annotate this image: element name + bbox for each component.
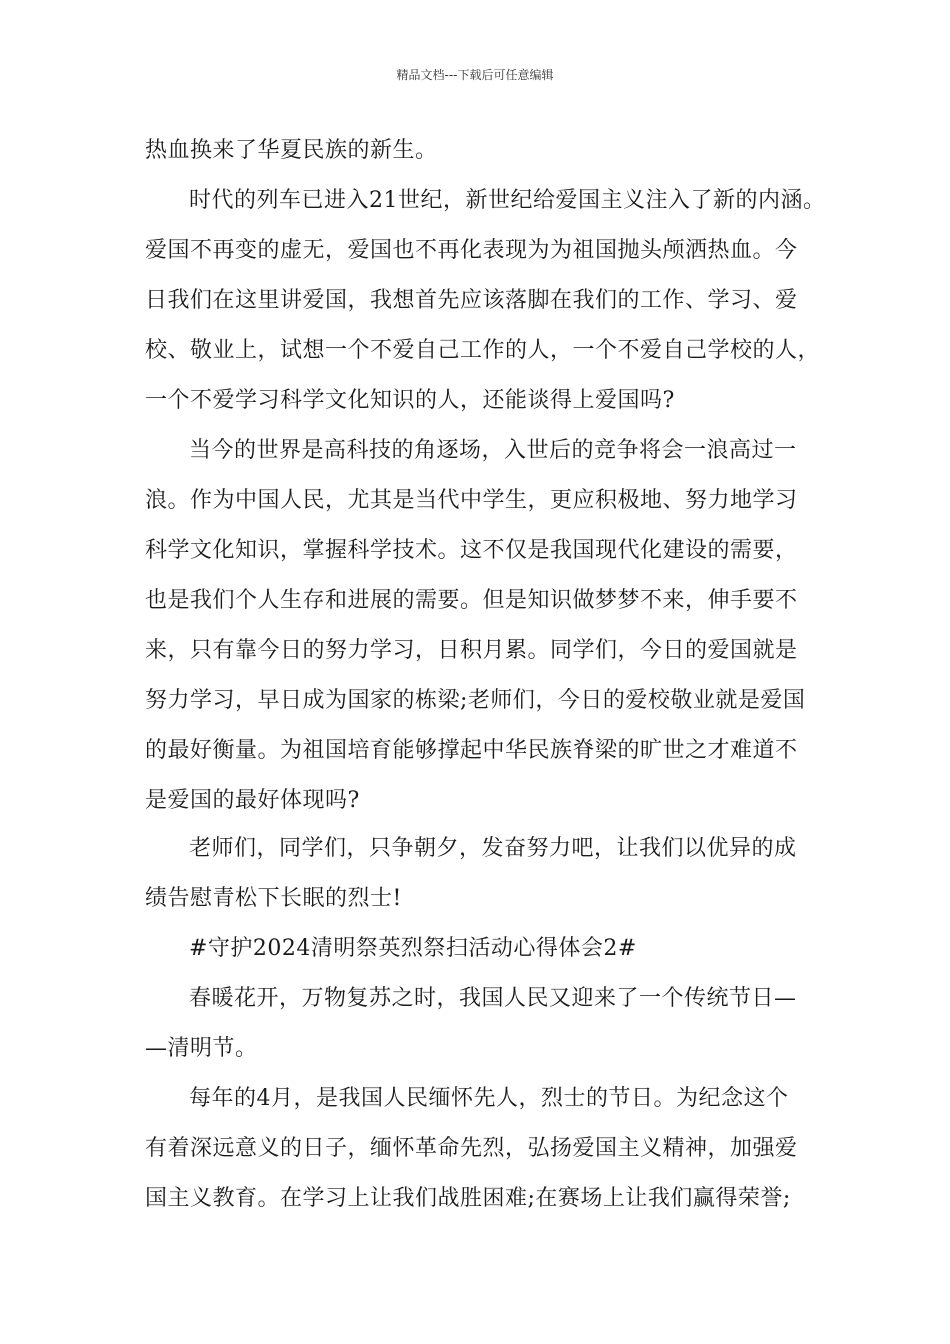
text-line: 浪。作为中国人民，尤其是当代中学生，更应积极地、努力地学习 — [145, 488, 798, 513]
text-line: 老师们，同学们，只争朝夕，发奋努力吧，让我们以优异的成 — [189, 836, 797, 861]
text-line: —清明节。 — [145, 1036, 258, 1061]
text-line: 爱国不再变的虚无，爱国也不再化表现为为祖国抛头颅洒热血。今 — [145, 238, 798, 263]
text-line: 日我们在这里讲爱国，我想首先应该落脚在我们的工作、学习、爱 — [145, 288, 798, 313]
text-line: 是爱国的最好体现吗? — [145, 788, 360, 813]
text-line: 当今的世界是高科技的角逐场，入世后的竞争将会一浪高过一 — [189, 438, 797, 463]
text-line: 热血换来了华夏民族的新生。 — [145, 138, 438, 163]
text-line: 的最好衡量。为祖国培育能够撑起中华民族脊梁的旷世之才难道不 — [145, 738, 798, 763]
text-line: 努力学习，早日成为国家的栋梁;老师们，今日的爱校敬业就是爱国 — [145, 688, 806, 713]
text-line: 校、敬业上，试想一个不爱自己工作的人，一个不爱自己学校的人， — [145, 338, 821, 363]
text-line: 国主义教育。在学习上让我们战胜困难;在赛场上让我们赢得荣誉; — [145, 1186, 791, 1211]
text-line: 时代的列车已进入21世纪，新世纪给爱国主义注入了新的内涵。 — [189, 188, 826, 213]
text-line: 一个不爱学习科学文化知识的人，还能谈得上爱国吗? — [145, 388, 675, 413]
section-heading: #守护2024清明祭英烈祭扫活动心得体会2# — [189, 936, 637, 961]
page-header: 精品文档---下载后可任意编辑 — [396, 68, 554, 82]
text-line: 绩告慰青松下长眠的烈士! — [145, 886, 402, 911]
text-line: 春暖花开，万物复苏之时，我国人民又迎来了一个传统节日— — [189, 986, 797, 1011]
text-line: 科学文化知识，掌握科学技术。这不仅是我国现代化建设的需要， — [145, 538, 798, 563]
text-line: 有着深远意义的日子，缅怀革命先烈，弘扬爱国主义精神，加强爱 — [145, 1136, 798, 1161]
text-line: 也是我们个人生存和进展的需要。但是知识做梦梦不来，伸手要不 — [145, 588, 798, 613]
text-line: 来，只有靠今日的努力学习，日积月累。同学们，今日的爱国就是 — [145, 638, 798, 663]
text-line: 每年的4月，是我国人民缅怀先人，烈士的节日。为纪念这个 — [189, 1086, 789, 1111]
